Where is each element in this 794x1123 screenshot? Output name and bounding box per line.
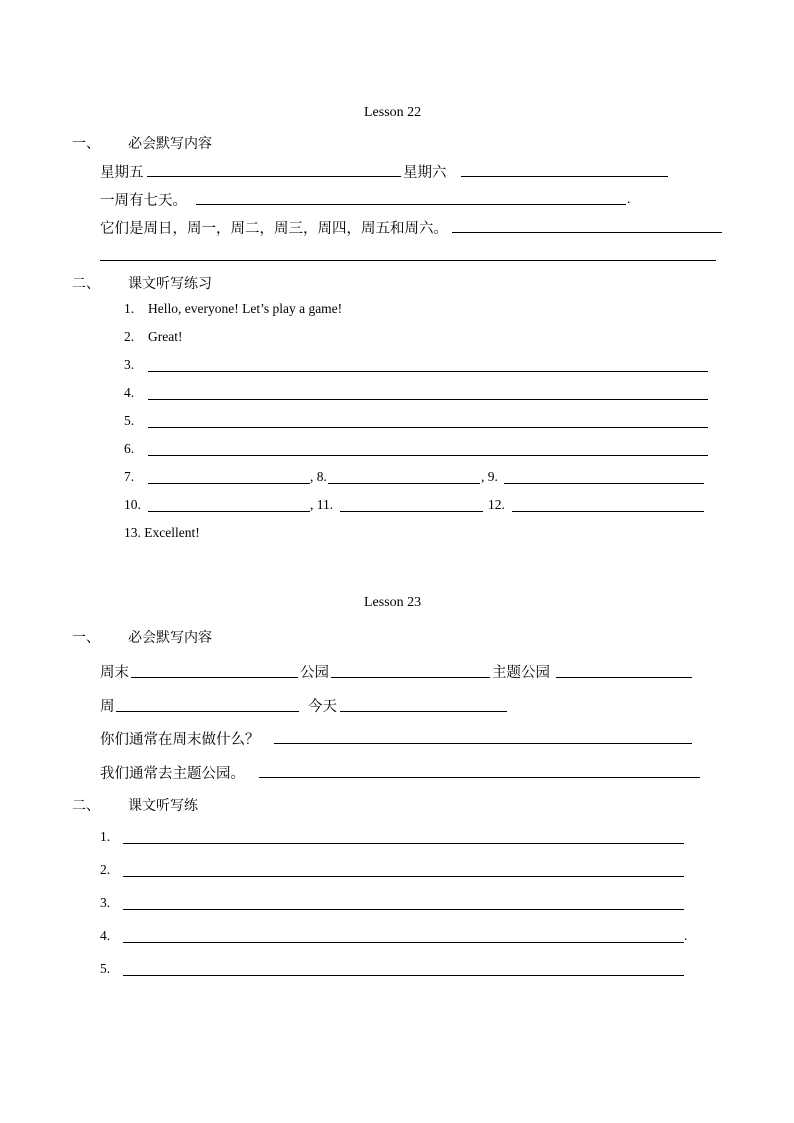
- l22-item-number: 5.: [124, 413, 135, 428]
- l23-item-number: 3.: [100, 895, 111, 910]
- l23-item4-period: .: [684, 928, 688, 943]
- l22-item-number: 7.: [124, 469, 135, 484]
- answer-sentence: 我们通常去主题公园。: [100, 766, 245, 782]
- days-sentence: 它们是周日，周一，周二，周三，周四，周五和周六。: [100, 221, 448, 237]
- today-answer-line[interactable]: [340, 711, 507, 712]
- saturday-label: 星期六: [403, 165, 447, 181]
- week-sentence-answer-line[interactable]: [196, 204, 626, 205]
- l23-section1-number: 一、: [72, 630, 100, 646]
- l22-item-answer-line[interactable]: [148, 399, 708, 400]
- lesson22-title: Lesson 22: [364, 105, 422, 120]
- week-sentence-period: .: [627, 191, 631, 206]
- question-sentence: 你们通常在周末做什么？: [100, 732, 260, 748]
- question-answer-line[interactable]: [274, 743, 692, 744]
- saturday-answer-line[interactable]: [461, 176, 668, 177]
- weekend-answer-line[interactable]: [131, 677, 298, 678]
- lesson23-title: Lesson 23: [364, 595, 422, 610]
- l22-section1-number: 一、: [72, 136, 100, 152]
- week-label: 周: [100, 699, 115, 715]
- l22-item-text: Great!: [148, 329, 183, 344]
- l22-item-number: 1.: [124, 301, 135, 316]
- l23-item-answer-line[interactable]: [123, 843, 684, 844]
- l23-item-number: 1.: [100, 829, 111, 844]
- l22-item-number: , 8.: [310, 469, 327, 484]
- days-sentence-answer-line-2[interactable]: [100, 260, 716, 261]
- l22-item12-answer-line[interactable]: [512, 511, 704, 512]
- weekend-label: 周末: [100, 665, 129, 681]
- l22-item8-answer-line[interactable]: [328, 483, 480, 484]
- l23-section2-number: 二、: [72, 798, 100, 814]
- park-answer-line[interactable]: [331, 677, 490, 678]
- l22-item-answer-line[interactable]: [148, 371, 708, 372]
- l22-section1-title: 必会默写内容: [128, 136, 212, 152]
- l22-item-number: , 11.: [310, 497, 334, 512]
- l23-item-number: 4.: [100, 928, 111, 943]
- answer-sentence-answer-line[interactable]: [259, 777, 700, 778]
- l23-section1-title: 必会默写内容: [128, 630, 212, 646]
- l23-item-answer-line[interactable]: [123, 942, 684, 943]
- days-sentence-answer-line[interactable]: [452, 232, 722, 233]
- friday-answer-line[interactable]: [147, 176, 401, 177]
- l22-item-number: 10.: [124, 497, 141, 512]
- l22-section2-title: 课文听写练习: [128, 276, 212, 292]
- l22-item-text: Hello, everyone! Let’s play a game!: [148, 301, 343, 316]
- l22-item11-answer-line[interactable]: [340, 511, 483, 512]
- l22-section2-number: 二、: [72, 276, 100, 292]
- l22-item13-text: 13. Excellent!: [124, 525, 200, 540]
- theme-park-label: 主题公园: [492, 665, 550, 681]
- l22-item-number: 6.: [124, 441, 135, 456]
- l22-item-answer-line[interactable]: [148, 455, 708, 456]
- l22-item-number: , 9.: [481, 469, 498, 484]
- l23-item-answer-line[interactable]: [123, 975, 684, 976]
- week-answer-line[interactable]: [116, 711, 299, 712]
- l22-item-number: 3.: [124, 357, 135, 372]
- l22-item-answer-line[interactable]: [148, 427, 708, 428]
- today-label: 今天: [308, 699, 337, 715]
- l23-item-number: 2.: [100, 862, 111, 877]
- l22-item-number: 4.: [124, 385, 135, 400]
- l23-item-answer-line[interactable]: [123, 909, 684, 910]
- l23-item-answer-line[interactable]: [123, 876, 684, 877]
- theme-park-answer-line[interactable]: [556, 677, 692, 678]
- park-label: 公园: [300, 665, 329, 681]
- l22-item7-answer-line[interactable]: [148, 483, 310, 484]
- l22-item9-answer-line[interactable]: [504, 483, 704, 484]
- week-sentence: 一周有七天。: [100, 193, 187, 209]
- l23-section2-title: 课文听写练: [128, 798, 198, 814]
- friday-label: 星期五: [100, 165, 144, 181]
- l22-item-number: 12.: [488, 497, 505, 512]
- l22-item10-answer-line[interactable]: [148, 511, 310, 512]
- l23-item-number: 5.: [100, 961, 111, 976]
- l22-item-number: 2.: [124, 329, 135, 344]
